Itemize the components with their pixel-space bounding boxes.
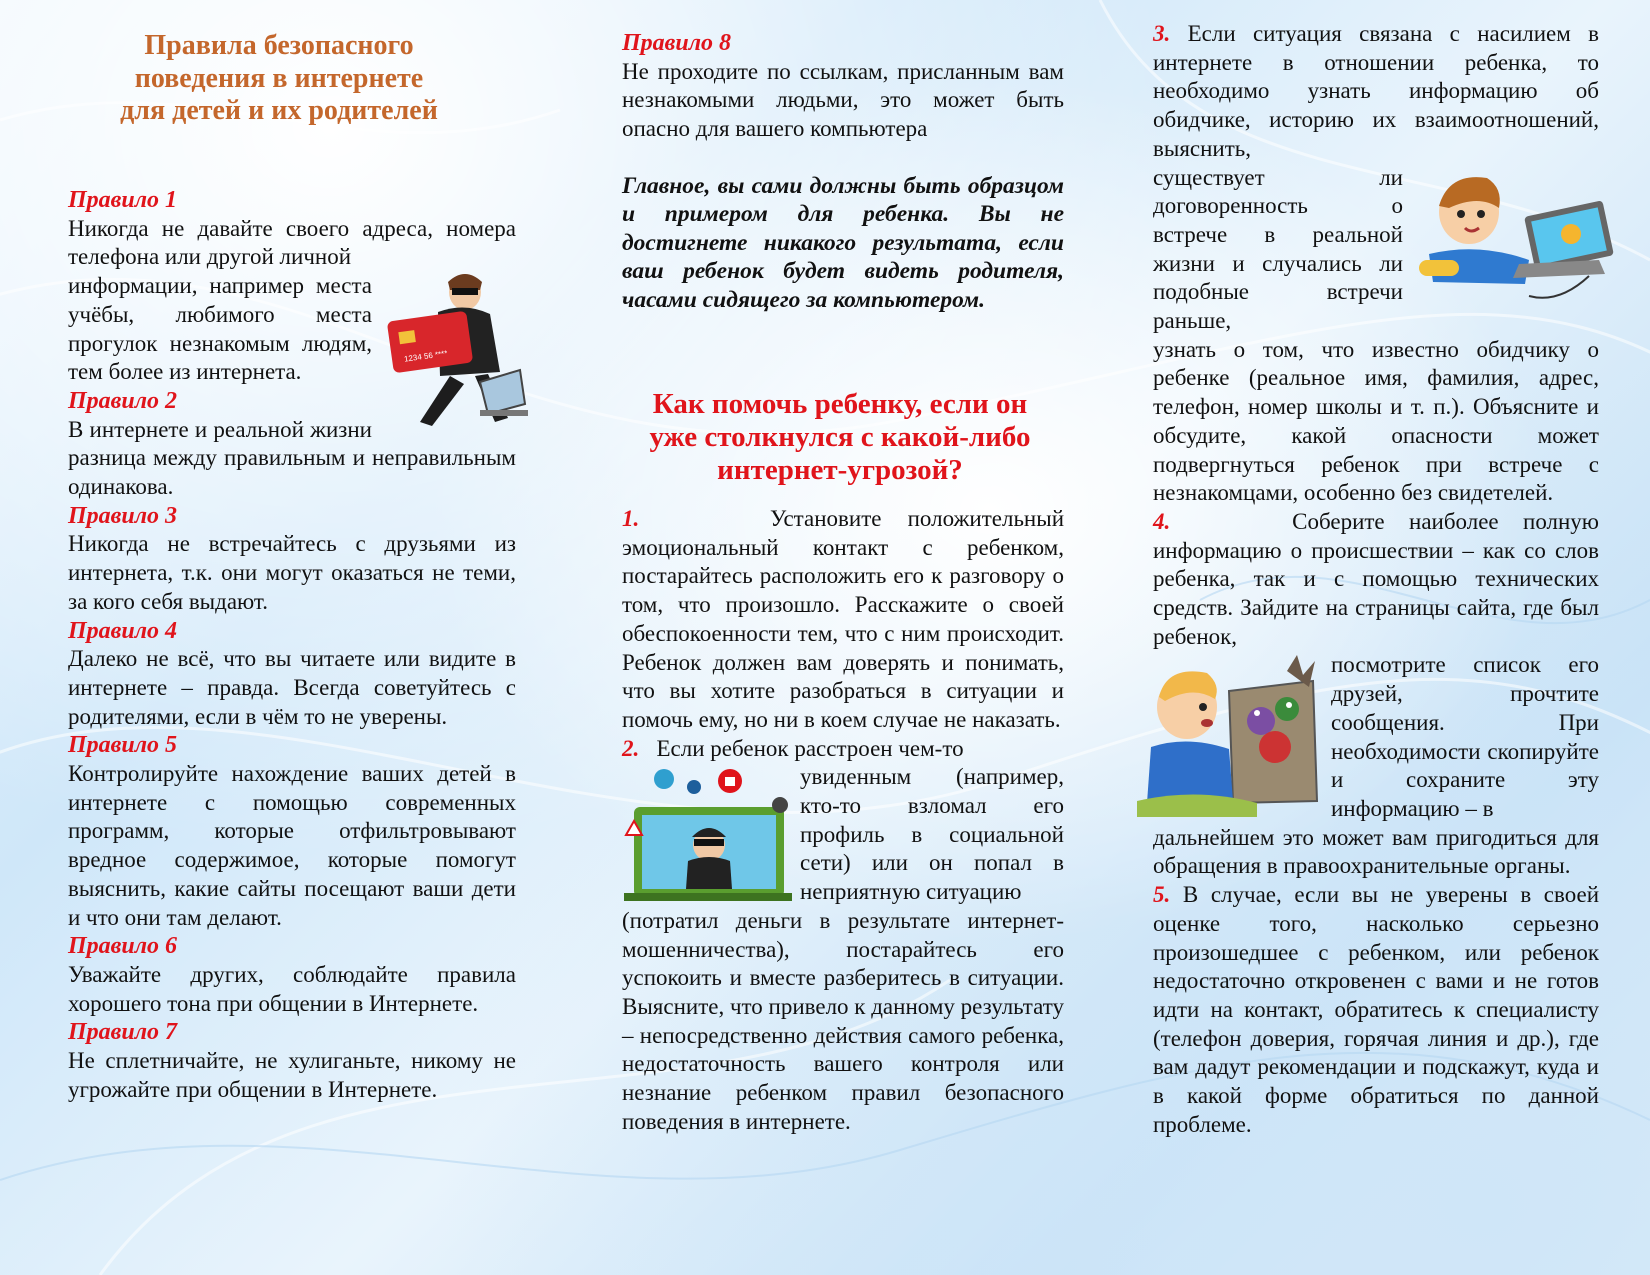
help-item-3-text-b: существует ли договоренность о встрече в реальной жизни и случались ли подобные встречи раньше, <box>1153 164 1403 334</box>
help-item-4-text-c: дальнейшем это может вам пригодиться для обращения в правоохранительные органы. <box>1153 824 1599 879</box>
help-item-4-text-a: Соберите наиболее полную информацию о происшествии – как со слов ребенка, так и с помощью технических средств. Зайдите на страницы сайта, где был ребенок, <box>1153 508 1599 649</box>
rule-3-text: Никогда не встречайтесь с друзьями из интернета, т.к. они могут оказаться не теми, за кого себя выдают. <box>68 531 516 614</box>
help-item-5-number: 5. <box>1153 882 1171 908</box>
rule-4-title: Правило 4 <box>68 617 178 644</box>
rule-8-title: Правило 8 <box>622 30 732 56</box>
rule-7-text: Не сплетничайте, не хулиганьте, никому не угрожайте при общении в Интернете. <box>68 1048 516 1102</box>
help-item-5-text: В случае, если вы не уверены в своей оценке того, насколько серьезно произошедшее с ребенком, или ребенок недостаточно откровенен с вами и не готов идти на контакт, обратитесь к специалисту (телефон доверия, горячая линия и др.), где вам дадут рекомендации и подскажут, куда и в какой форме обратиться по данной проблеме. <box>1153 882 1600 1137</box>
rules-column <box>68 186 516 1105</box>
rule-1-title: Правило 1 <box>68 187 178 213</box>
help-item-3-text-a: Если ситуация связана с насилием в интернете в отношении ребенка, то необходимо узнать информацию об обидчике, историю их взаимоотношений, выяснить, <box>1153 21 1600 161</box>
rule-4-text: Далеко не всё, что вы читаете или видите в интернете – правда. Всегда советуйтесь с родителями, если в чём то не уверены. <box>68 646 516 729</box>
page-title: Правила безопасного поведения в интернете для детей и их родителей <box>120 30 438 126</box>
rule-8-text: Не проходите по ссылкам, присланным вам незнакомыми людьми, это может быть опасно для вашего компьютера <box>622 58 1064 142</box>
boy-with-laptop-illustration <box>1409 164 1619 309</box>
rule-2-text: В интернете и реальной жизни разница между правильным и неправильным одинакова. <box>68 416 516 500</box>
help-items-column-right <box>1153 20 1599 1139</box>
rule-2-title: Правило 2 <box>68 387 178 414</box>
help-item-2-text-b: увиденным (например, кто-то взломал его профиль в социальной сети) или он попал в неприятную ситуацию <box>800 764 1064 905</box>
help-item-3-text-c: узнать о том, что известно обидчику о ребенке (реальное имя, фамилия, адрес, телефон, номер школы и т. п.). Объясните и обсудите, какой опасности может подвергнуться ребенок при встрече с незнакомцами, особенно без свидетелей. <box>1153 336 1599 506</box>
svg-text:1234 56 ****: 1234 56 **** <box>403 348 448 364</box>
rule-3-title: Правило 3 <box>68 502 178 529</box>
rule-1-text-a: Никогда не давайте своего адреса, номера телефона или другой личной <box>68 215 516 270</box>
rule-5-title: Правило 5 <box>68 732 178 759</box>
rule-6-title: Правило 6 <box>68 933 178 960</box>
main-emphasis: Главное, вы сами должны быть образцом и примером для ребенка. Вы не достигнете никакого результата, если ваш ребенок будет видеть родителя, часами сидящего за компьютером. <box>622 172 1064 313</box>
help-item-2-text-a: Если ребенок расстроен чем-то <box>656 735 964 761</box>
help-item-3-number: 3. <box>1153 21 1171 46</box>
hacker-with-credit-card-illustration <box>380 272 530 432</box>
help-item-4-a <box>1153 508 1599 652</box>
help-item-2-number: 2. <box>622 735 640 761</box>
help-item-3-a <box>1153 20 1599 164</box>
help-item-1-text: Установите положительный эмоциональный контакт с ребенком, постарайтесь расположить его к разговору о том, что произошло. Расскажите о своей обеспокоенности тем, что с ним происходит. Ребенок должен вам доверять и понимать, что вы хотите разобраться в ситуации и помочь ему, но ни в коем случае не наказать. <box>622 506 1065 732</box>
help-item-2-a <box>622 735 1064 764</box>
child-scared-by-monsters-illustration <box>1137 651 1325 821</box>
help-item-1 <box>622 505 1064 735</box>
rule-7-title: Правило 7 <box>68 1019 178 1046</box>
help-section-title: Как помочь ребенку, если он уже столкнулся с какой-либо интернет-угрозой? <box>649 388 1031 486</box>
help-item-1-number: 1. <box>622 506 640 531</box>
help-items-column <box>622 505 1064 1136</box>
help-item-4-number: 4. <box>1153 508 1171 534</box>
help-item-2-text-c: (потратил деньги в результате интернет-мошенничества), постарайтесь его успокоить и вместе разберитесь в ситуации. Выясните, что привело к данному результату – непосредственно действия самого ребенка, недостаточность вашего контроля или незнание ребенком правил безопасного поведения в интернете. <box>622 907 1064 1134</box>
rule-5-text: Контролируйте нахождение ваших детей в интернете с помощью современных программ, которые отфильтровывают вредное содержимое, которые помогут выяснить, какие сайты посещают ваши дети и что они там делают. <box>68 761 516 930</box>
rule-6-text: Уважайте других, соблюдайте правила хорошего тона при общении в Интернете. <box>68 961 516 1016</box>
rule-1-text-b: информации, например места учёбы, любимого места прогулок незнакомым людям, тем более из интернета. <box>68 273 372 385</box>
advice-column <box>622 29 1064 314</box>
hacker-on-laptop-screen-illustration <box>614 765 792 905</box>
help-item-5 <box>1153 881 1599 1139</box>
help-item-4-text-b: посмотрите список его друзей, прочтите сообщения. При необходимости скопируйте и сохраните эту информацию – в <box>1331 652 1599 821</box>
